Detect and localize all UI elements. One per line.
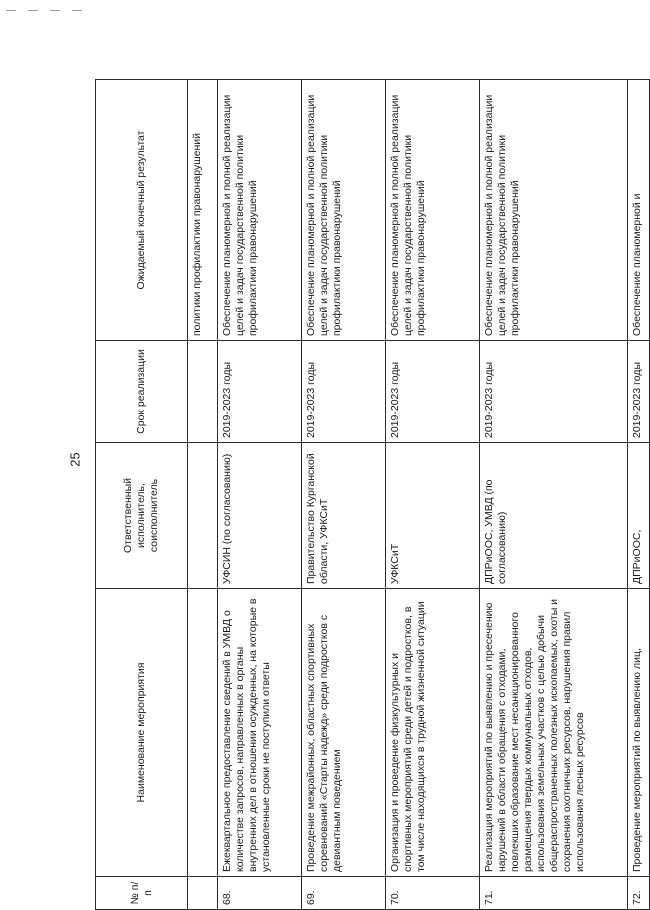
cell-result: политики профилактики правонарушений <box>188 80 218 341</box>
cell-executor: ДПРиООС, <box>628 443 650 589</box>
header-term: Срок реализации <box>96 341 188 443</box>
cell-name: Проведение межрайонных, областных спортивных соревнований «Старты надежд» среди подростков с девиантным поведением <box>302 589 386 877</box>
header-name: Наименование мероприятия <box>96 589 188 877</box>
cell-num <box>188 877 218 910</box>
cell-term: 2019-2023 годы <box>218 341 302 443</box>
cell-name: Ежеквартальное предоставление сведений в УМВД о количестве запросов, направленных в органы внутренних дел в отношении осужденных, на которые в установленные сроки не поступили ответы <box>218 589 302 877</box>
rotated-page <box>95 70 643 910</box>
scan-mark <box>50 10 60 11</box>
cell-result: Обеспечение планомерной и полной реализации целей и задач государственной политики профилактики правонарушений <box>302 80 386 341</box>
scan-mark <box>6 10 16 11</box>
cell-num: 70. <box>386 877 480 910</box>
header-executor: Ответственный исполнитель, соисполнитель <box>96 443 188 589</box>
cell-executor: Правительство Курганской области, УФКСиТ <box>302 443 386 589</box>
table-row-continuation <box>188 80 218 910</box>
table-row <box>218 80 302 910</box>
header-result: Ожидаемый конечный результат <box>96 80 188 341</box>
scan-mark <box>72 10 82 11</box>
table-row <box>480 80 628 910</box>
cell-term: 2019-2023 годы <box>628 341 650 443</box>
scan-mark <box>28 10 38 11</box>
cell-executor: УФКСиТ <box>386 443 480 589</box>
cell-num: 72. <box>628 877 650 910</box>
cell-name: Организация и проведение физкультурных и спортивных мероприятий среди детей и подростков, в том числе находящихся в трудной жизненной ситуации <box>386 589 480 877</box>
measures-table <box>95 79 650 910</box>
cell-num: 69. <box>302 877 386 910</box>
cell-num: 71. <box>480 877 628 910</box>
cell-term <box>188 341 218 443</box>
cell-executor: ДПРиООС, УМВД (по согласованию) <box>480 443 628 589</box>
header-num: № п/п <box>96 877 188 910</box>
cell-result: Обеспечение планомерной и полной реализации целей и задач государственной политики профилактики правонарушений <box>218 80 302 341</box>
table-row <box>386 80 480 910</box>
cell-result: Обеспечение планомерной и <box>628 80 650 341</box>
cell-executor: УФСИН (по согласованию) <box>218 443 302 589</box>
table-frame <box>95 70 643 910</box>
cell-num: 68. <box>218 877 302 910</box>
cell-term: 2019-2023 годы <box>302 341 386 443</box>
table-row <box>628 80 650 910</box>
table-header-row <box>96 80 188 910</box>
cell-name <box>188 589 218 877</box>
cell-result: Обеспечение планомерной и полной реализации целей и задач государственной политики профилактики правонарушений <box>480 80 628 341</box>
cell-term: 2019-2023 годы <box>480 341 628 443</box>
page-number: 25 <box>67 452 83 467</box>
cell-name: Реализация мероприятий по выявлению и пресечению нарушений в области обращения с отходами, повлекших образование мест несанкционированного размещения твердых коммунальных отходов, использования земельных участков с целью добычи общераспространенных полезных ископаемых, охоты и сохранения охотничьих ресурсов, нарушения правил использования лесных ресурсов <box>480 589 628 877</box>
cell-term: 2019-2023 годы <box>386 341 480 443</box>
cell-name: Проведение мероприятий по выявлению лиц, <box>628 589 650 877</box>
cell-executor <box>188 443 218 589</box>
cell-result: Обеспечение планомерной и полной реализации целей и задач государственной политики профилактики правонарушений <box>386 80 480 341</box>
table-row <box>302 80 386 910</box>
